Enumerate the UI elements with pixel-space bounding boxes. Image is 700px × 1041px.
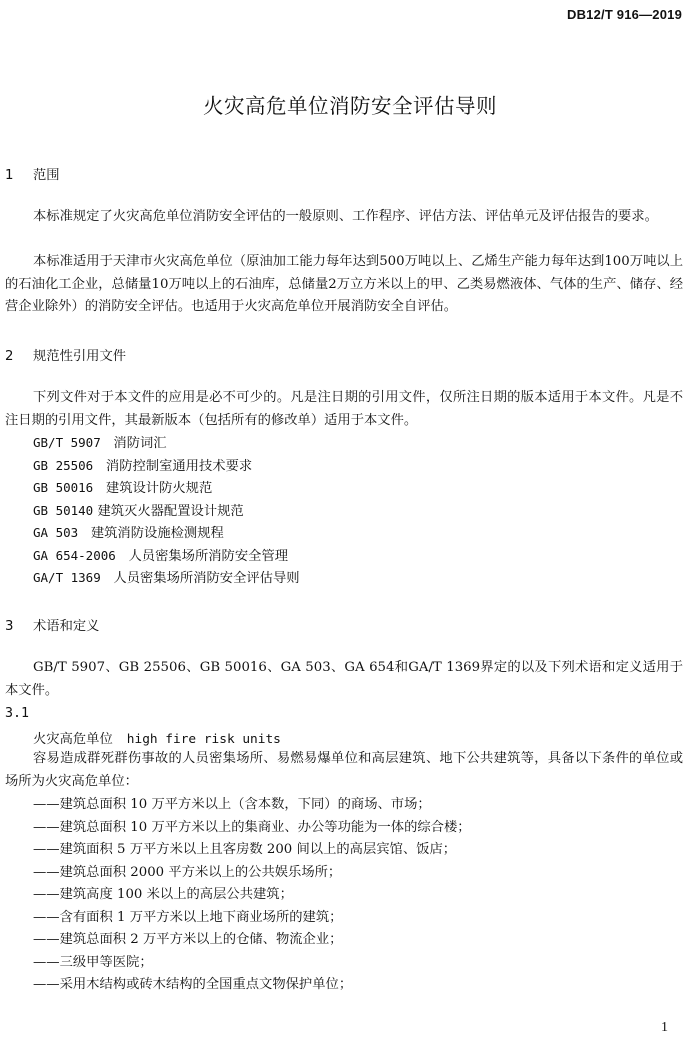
criteria-item: ——建筑总面积 10 万平方米以上的集商业、办公等功能为一体的综合楼； <box>33 820 471 835</box>
reference-name: 人员密集场所消防安全管理 <box>128 549 289 564</box>
criteria-item: ——建筑高度 100 米以上的高层公共建筑； <box>33 887 293 902</box>
section-1-paragraph-2: 本标准适用于天津市火灾高危单位（原油加工能力每年达到500万吨以上、乙烯生产能力每年达到100万吨以上的石油化工企业，总储量10万吨以上的石油库，总储量2万立方米以上的甲、乙类易燃液体、气体的生产、储存、经营企业除外）的消防安全评估。也适用于火灾高危单位开展消防安全自评估。 <box>5 254 683 314</box>
reference-item <box>33 432 167 456</box>
reference-item <box>33 545 288 569</box>
document-title: 火灾高危单位消防安全评估导则 <box>203 94 497 118</box>
term-definition: 容易造成群死群伤事故的人员密集场所、易燃易爆单位和高层建筑、地下公共建筑等，具备以下条件的单位或场所为火灾高危单位： <box>5 751 683 789</box>
criteria-item: ——建筑总面积 2000 平方米以上的公共娱乐场所； <box>33 865 342 880</box>
reference-code: GB/T 5907 <box>33 435 101 450</box>
section-number: 2 <box>5 349 14 364</box>
reference-name: 建筑设计防火规范 <box>105 481 213 496</box>
reference-code: GB 50016 <box>33 480 94 495</box>
reference-name: 消防控制室通用技术要求 <box>105 459 253 474</box>
reference-item <box>33 522 224 546</box>
criteria-item: ——三级甲等医院； <box>33 955 153 970</box>
page-number: 1 <box>661 1020 668 1035</box>
criteria-item: ——建筑面积 5 万平方米以上且客房数 200 间以上的高层宾馆、饭店； <box>33 842 457 857</box>
section-title: 术语和定义 <box>33 619 100 634</box>
section-3-paragraph-1: GB/T 5907、GB 25506、GB 50016、GA 503、GA 654和GA/T 1369界定的以及下列术语和定义适用于本文件。 <box>5 660 683 698</box>
criteria-item: ——建筑总面积 10 万平方米以上（含本数，下同）的商场、市场； <box>33 797 431 812</box>
reference-item <box>33 500 244 524</box>
reference-name: 消防词汇 <box>113 436 167 451</box>
reference-code: GB 50140 <box>33 503 94 518</box>
standard-code: DB12/T 916—2019 <box>566 7 682 22</box>
reference-code: GA/T 1369 <box>33 570 101 585</box>
term-zh: 火灾高危单位 <box>33 732 113 747</box>
reference-item <box>33 567 300 591</box>
reference-name: 建筑消防设施检测规程 <box>90 526 224 541</box>
section-1-paragraph-1: 本标准规定了火灾高危单位消防安全评估的一般原则、工作程序、评估方法、评估单元及评估报告的要求。 <box>33 209 658 224</box>
term-en: high fire risk units <box>126 732 281 747</box>
reference-code: GA 654-2006 <box>33 548 116 563</box>
section-2-paragraph-1: 下列文件对于本文件的应用是必不可少的。凡是注日期的引用文件，仅所注日期的版本适用于本文件。凡是不注日期的引用文件，其最新版本（包括所有的修改单）适用于本文件。 <box>5 390 683 428</box>
reference-name: 人员密集场所消防安全评估导则 <box>113 571 300 586</box>
section-number: 1 <box>5 168 14 183</box>
section-2-heading <box>5 345 126 364</box>
term-heading <box>33 728 281 747</box>
reference-item <box>33 455 252 479</box>
reference-code: GB 25506 <box>33 458 94 473</box>
section-title: 规范性引用文件 <box>33 349 127 364</box>
reference-item <box>33 477 212 501</box>
section-number: 3 <box>5 619 14 634</box>
criteria-item: ——建筑总面积 2 万平方米以上的仓储、物流企业； <box>33 932 343 947</box>
reference-name: 建筑灭火器配置设计规范 <box>97 504 244 519</box>
section-3-heading <box>5 615 99 634</box>
criteria-item: ——采用木结构或砖木结构的全国重点文物保护单位； <box>33 977 353 992</box>
section-1-heading <box>5 164 60 183</box>
term-number: 3.1 <box>5 706 30 721</box>
section-title: 范围 <box>33 168 60 183</box>
reference-code: GA 503 <box>33 525 79 540</box>
criteria-item: ——含有面积 1 万平方米以上地下商业场所的建筑； <box>33 910 343 925</box>
